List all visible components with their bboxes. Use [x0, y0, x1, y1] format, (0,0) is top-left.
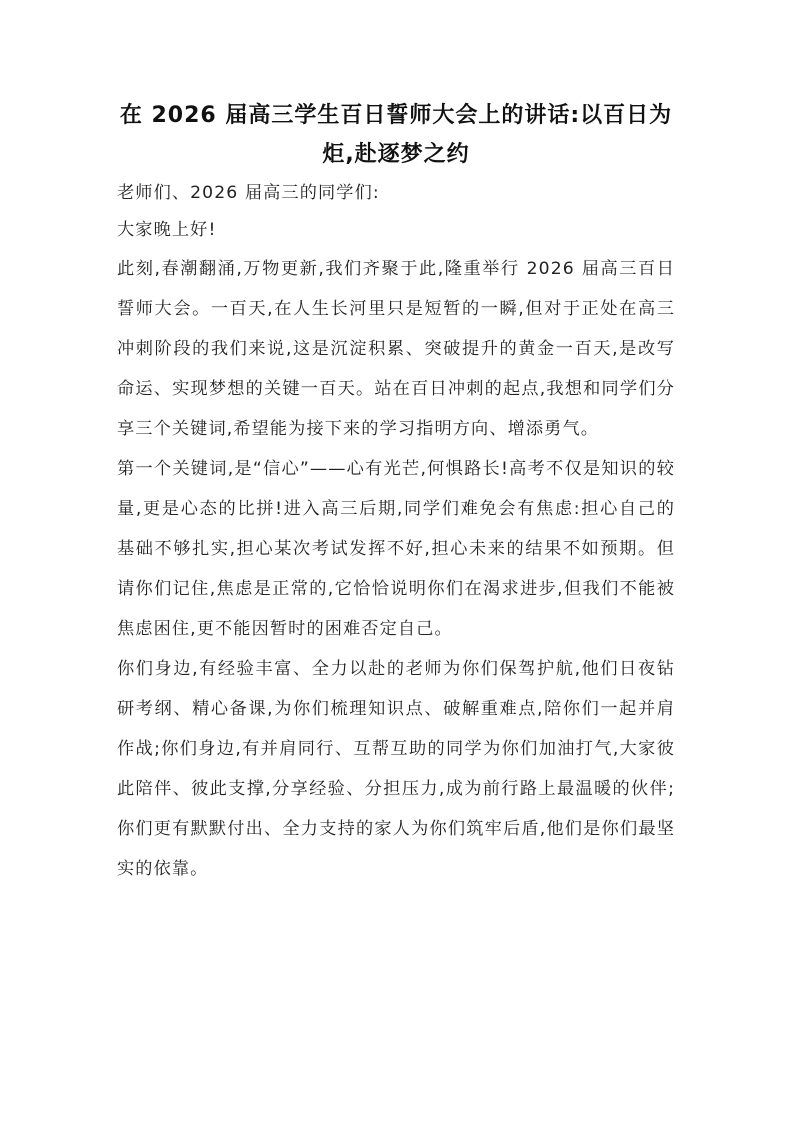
document-body: [117, 175, 675, 889]
document-title: [117, 96, 675, 174]
paragraph-keyword-confidence: 第一个关键词,是“信心”——心有光芒,何惧路长!高考不仅是知识的较量,更是心态的比拼!进入高三后期,同学们难免会有焦虑:担心自己的基础不够扎实,担心某次考试发挥不好,担心未来的结果不如预期。但请你们记住,焦虑是正常的,它恰恰说明你们在渴求进步,但我们不能被焦虑困住,更不能因暂时的困难否定自己。: [117, 459, 675, 639]
paragraph-opening: 此刻,春潮翻涌,万物更新,我们齐聚于此,隆重举行 2026 届高三百日誓师大会。一百天,在人生长河里只是短暂的一瞬,但对于正处在高三冲刺阶段的我们来说,这是沉淀积累、突破提升的黄金一百天,是改写命运、实现梦想的关键一百天。站在百日冲刺的起点,我想和同学们分享三个关键词,希望能为接下来的学习指明方向、增添勇气。: [117, 259, 675, 439]
title-line-1: 在 2026 届高三学生百日誓师大会上的讲话:以百日为: [119, 103, 673, 128]
title-line-2: 炬,赴逐梦之约: [322, 142, 470, 167]
salutation: 老师们、2026 届高三的同学们:: [117, 183, 380, 203]
document-page: [117, 96, 675, 889]
greeting: 大家晚上好!: [117, 220, 217, 240]
paragraph-support: 你们身边,有经验丰富、全力以赴的老师为你们保驾护航,他们日夜钻研考纲、精心备课,为你们梳理知识点、破解重难点,陪你们一起并肩作战;你们身边,有并肩同行、互帮互助的同学为你们加油打气,大家彼此陪伴、彼此支撑,分享经验、分担压力,成为前行路上最温暖的伙伴;你们更有默默付出、全力支持的家人为你们筑牢后盾,他们是你们最坚实的依靠。: [117, 659, 675, 879]
